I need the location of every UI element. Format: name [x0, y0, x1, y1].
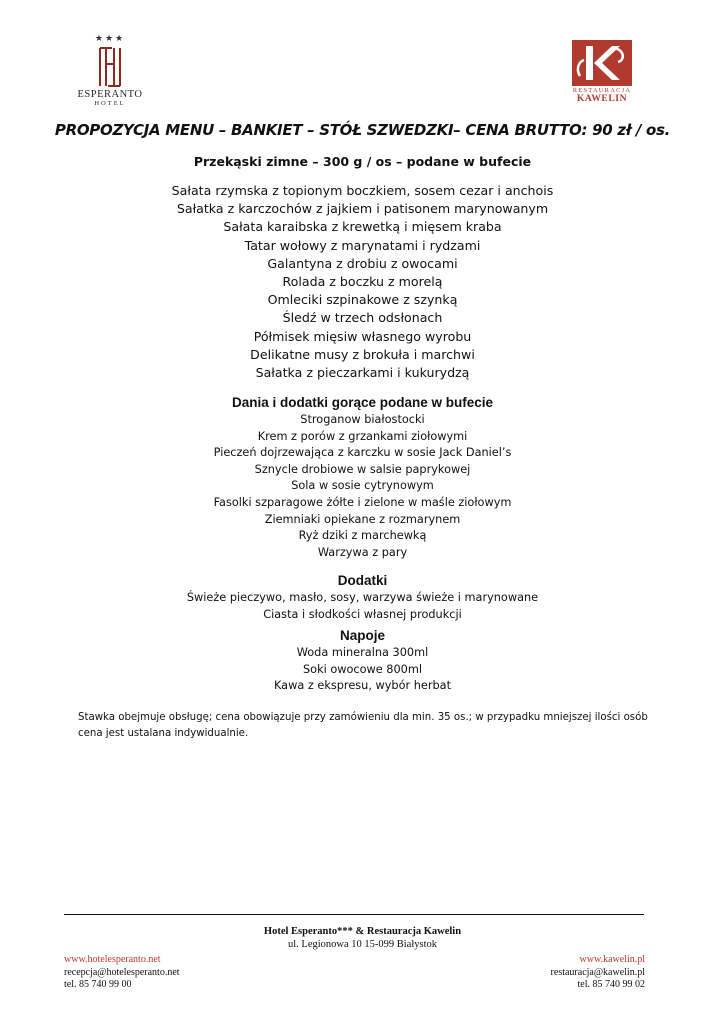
hotel-subtitle: HOTEL	[94, 100, 126, 107]
list-item: Sałata karaibska z krewetką i mięsem kraba	[223, 219, 502, 235]
hotel-esperanto-logo	[70, 34, 150, 107]
list-item: Ziemniaki opiekane z rozmarynem	[264, 512, 461, 526]
hotel-phone: tel. 85 740 99 00	[64, 979, 132, 990]
list-item: Sałatka z karczochów z jajkiem i patisonem marynowanym	[176, 201, 549, 217]
list-item: Soki owocowe 800ml	[302, 662, 423, 676]
kawelin-k-icon	[572, 40, 632, 86]
list-item: Omleciki szpinakowe z szynką	[267, 292, 458, 308]
list-item: Krem z porów z grzankami ziołowymi	[257, 429, 468, 443]
list-item: Woda mineralna 300ml	[296, 646, 429, 659]
restaurant-label: RESTAURACJA	[572, 87, 632, 94]
footer-company-name: Hotel Esperanto*** & Restauracja Kawelin	[263, 926, 462, 937]
list-item: Sałatka z pieczarkami i kukurydzą	[255, 365, 470, 381]
pricing-note: Stawka obejmuje obsługę; cena obowiązuje przy zamówieniu dla min. 35 os.; w przypadku mniejszej ilości osób cena jest ustalana indywidualnie.	[78, 712, 648, 739]
list-item: Świeże pieczywo, masło, sosy, warzywa świeże i marynowane	[186, 591, 539, 604]
footer-restaurant-contact	[551, 954, 645, 992]
restauracja-kawelin-logo	[566, 40, 638, 104]
hotel-name: ESPERANTO	[77, 89, 143, 100]
hotel-email: recepcja@hotelesperanto.net	[64, 966, 180, 978]
list-item: Tatar wołowy z marynatami i rydzami	[244, 237, 481, 253]
list-item: Ciasta i słodkości własnej produkcji	[263, 607, 462, 621]
restaurant-name: KAWELIN	[576, 94, 628, 104]
hot-dishes-list	[0, 412, 725, 561]
hotel-website-link[interactable]: www.hotelesperanto.net	[64, 954, 161, 965]
list-item: Delikatne musy z brokuła i marchwi	[250, 346, 475, 362]
list-item: Kawa z ekspresu, wybór herbat	[273, 679, 452, 693]
extras-heading: Dodatki	[337, 573, 388, 588]
list-item: Warzywa z pary	[317, 545, 408, 559]
menu-title: PROPOZYCJA MENU – BANKIET – STÓŁ SZWEDZKI– CENA BRUTTO: 90 zł / os.	[54, 121, 671, 139]
restaurant-website-link[interactable]: www.kawelin.pl	[579, 954, 645, 965]
list-item: Rolada z boczku z morelą	[282, 274, 443, 290]
list-item: Ryż dziki z marchewką	[298, 529, 427, 543]
cold-appetizers-heading: Przekąski zimne – 300 g / os – podane w bufecie	[193, 154, 532, 169]
footer-hotel-contact	[64, 954, 180, 992]
hotel-stars: ★★★	[94, 34, 126, 44]
list-item: Stroganow białostocki	[300, 413, 425, 426]
footer-divider	[64, 914, 644, 915]
list-item: Fasolki szparagowe żółte i zielone w maśle ziołowym	[213, 495, 512, 509]
restaurant-email: restauracja@kawelin.pl	[550, 966, 645, 978]
list-item: Galantyna z drobiu z owocami	[267, 255, 458, 271]
list-item: Sznycle drobiowe w salsie paprykowej	[254, 462, 471, 476]
cold-appetizers-list	[0, 182, 725, 382]
list-item: Półmisek mięsiw własnego wyrobu	[253, 328, 472, 344]
restaurant-phone: tel. 85 740 99 02	[577, 979, 645, 990]
drinks-heading: Napoje	[339, 628, 385, 643]
list-item: Pieczeń dojrzewająca z karczku w sosie Jack Daniel’s	[213, 446, 512, 460]
drinks-list	[0, 645, 725, 695]
list-item: Sola w sosie cytrynowym	[291, 479, 434, 493]
list-item: Śledź w trzech odsłonach	[282, 310, 443, 326]
footer-address: ul. Legionowa 10 15-099 Białystok	[287, 939, 438, 950]
he-monogram-icon	[95, 46, 125, 88]
list-item: Sałata rzymska z topionym boczkiem, sosem cezar i anchois	[171, 183, 554, 198]
hot-dishes-heading: Dania i dodatki gorące podane w bufecie	[231, 395, 494, 410]
extras-list	[0, 590, 725, 623]
